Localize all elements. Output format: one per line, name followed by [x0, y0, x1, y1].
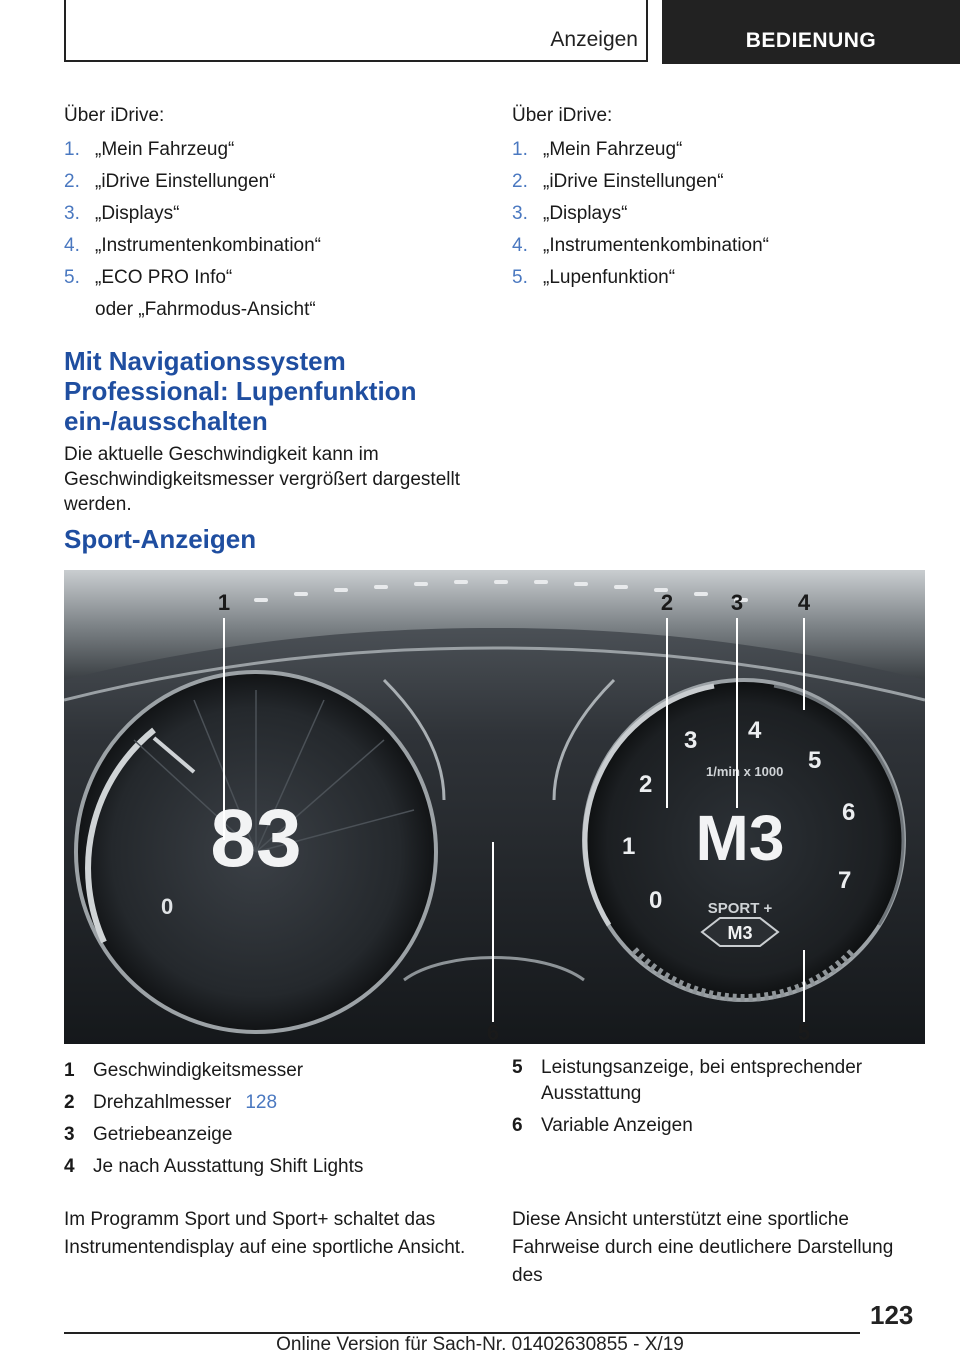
left-steps-list — [64, 134, 484, 326]
legend-text: Drehzahlmesser — [93, 1092, 232, 1113]
speed-zero-label: 0 — [161, 894, 174, 919]
callout-4: 4 — [797, 590, 811, 615]
drive-mode-gear: M3 — [727, 923, 753, 943]
step-text: „Mein Fahrzeug“ — [95, 139, 235, 160]
list-item — [64, 198, 484, 230]
step-number: 1. — [512, 139, 528, 160]
step-number: 4. — [64, 235, 80, 256]
legend-row — [64, 1087, 484, 1119]
step-text: „Lupenfunktion“ — [543, 267, 676, 288]
legend-number: 4 — [64, 1156, 75, 1177]
rpm-4: 4 — [748, 717, 762, 744]
right-column — [512, 100, 922, 294]
page-reference-link[interactable]: 128 — [245, 1092, 278, 1113]
rpm-1: 1 — [622, 833, 636, 860]
step-number: 5. — [64, 267, 80, 288]
list-item — [64, 230, 484, 262]
rpm-unit-label: 1/min x 1000 — [706, 764, 784, 779]
section-heading: Sport-Anzeigen — [64, 524, 257, 554]
list-item — [64, 262, 484, 326]
list-item — [512, 230, 922, 262]
right-steps-list — [512, 134, 922, 294]
drive-mode-label: SPORT + — [707, 900, 773, 917]
rpm-3: 3 — [684, 727, 698, 754]
step-number: 1. — [64, 139, 80, 160]
bottom-right-paragraph: Diese Ansicht unterstützt eine sportliche Fahrweise durch eine deutlichere Darstellung des — [512, 1209, 894, 1286]
rpm-0: 0 — [649, 887, 663, 914]
legend-text: Geschwindigkeitsmesser — [93, 1060, 304, 1081]
header-section-box — [64, 0, 648, 62]
list-item — [64, 134, 484, 166]
subsection-body: Die aktuelle Geschwindigkeit kann im Geschwindigkeitsmesser vergrößert dargestellt werden. — [64, 444, 460, 515]
legend-number: 2 — [64, 1092, 75, 1113]
step-text: „Instrumentenkombination“ — [543, 235, 769, 256]
legend-row — [512, 1055, 922, 1107]
list-item — [512, 134, 922, 166]
legend-text: Leistungsanzeige, bei entsprechender Ausstattung — [541, 1057, 863, 1104]
instrument-cluster-figure — [64, 570, 925, 1044]
legend-number: 6 — [512, 1115, 523, 1136]
legend-text: Je nach Ausstattung Shift Lights — [93, 1156, 364, 1177]
legend-text: Getriebeanzeige — [93, 1124, 233, 1145]
legend-row — [512, 1113, 922, 1139]
list-item — [512, 198, 922, 230]
page-number: 123 — [870, 1300, 914, 1330]
step-text: „Mein Fahrzeug“ — [543, 139, 683, 160]
legend-number: 1 — [64, 1060, 75, 1081]
step-number: 5. — [512, 267, 528, 288]
left-intro: Über iDrive: — [64, 105, 165, 126]
step-number: 3. — [64, 203, 80, 224]
callout-5: 5 — [797, 1020, 811, 1044]
legend-text: Variable Anzeigen — [541, 1115, 693, 1136]
step-subtext: oder „Fahrmodus-Ansicht“ — [95, 299, 316, 320]
rpm-6: 6 — [842, 799, 856, 826]
bottom-left-paragraph: Im Programm Sport und Sport+ schaltet das Instrumentendisplay auf eine sportliche Ansicht. — [64, 1209, 466, 1258]
step-text: „iDrive Einstellungen“ — [95, 171, 276, 192]
legend-row — [64, 1055, 484, 1087]
footer-text: Online Version für Sach-Nr. 01402630855 - X/19 — [276, 1334, 684, 1355]
rpm-5: 5 — [808, 747, 822, 774]
legend-left — [64, 1055, 484, 1183]
list-item — [64, 166, 484, 198]
step-number: 2. — [64, 171, 80, 192]
header-chapter-title: BEDIENUNG — [745, 29, 877, 52]
rpm-7: 7 — [838, 867, 852, 894]
callout-1: 1 — [217, 590, 231, 615]
list-item — [512, 262, 922, 294]
legend-number: 3 — [64, 1124, 75, 1145]
callout-3: 3 — [730, 590, 744, 615]
list-item — [512, 166, 922, 198]
left-column — [64, 100, 484, 517]
step-text: „Displays“ — [95, 203, 180, 224]
callout-2: 2 — [660, 590, 674, 615]
legend-row — [64, 1151, 484, 1183]
legend-number: 5 — [512, 1057, 523, 1078]
legend-right — [512, 1055, 922, 1139]
legend-row — [64, 1119, 484, 1151]
step-text: „Instrumentenkombination“ — [95, 235, 321, 256]
subsection-heading: Mit Navigationssystem Professional: Lupenfunktion ein-/ausschalten — [64, 346, 417, 436]
rpm-2: 2 — [639, 771, 653, 798]
callout-6: 6 — [486, 1020, 500, 1044]
step-text: „ECO PRO Info“ — [95, 267, 233, 288]
step-text: „Displays“ — [543, 203, 628, 224]
header-chapter-box — [662, 0, 960, 64]
speed-value: 83 — [210, 793, 302, 884]
gear-display: M3 — [695, 802, 785, 874]
step-number: 3. — [512, 203, 528, 224]
step-number: 4. — [512, 235, 528, 256]
step-number: 2. — [512, 171, 528, 192]
header-section-title: Anzeigen — [550, 28, 638, 51]
right-intro: Über iDrive: — [512, 105, 613, 126]
step-text: „iDrive Einstellungen“ — [543, 171, 724, 192]
